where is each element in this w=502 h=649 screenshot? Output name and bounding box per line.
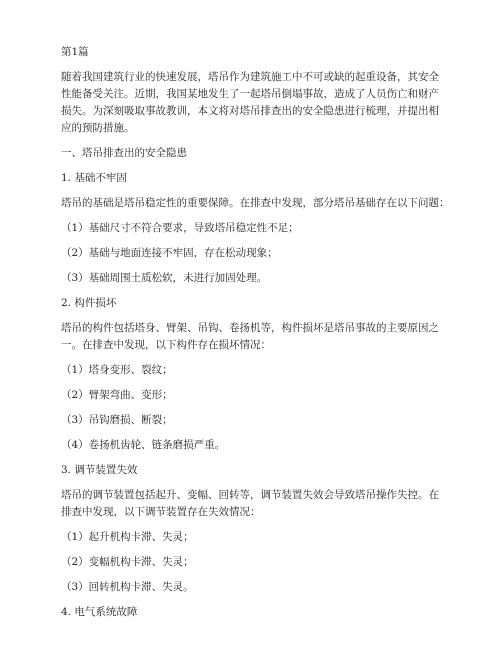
intro-paragraph [61, 70, 451, 136]
list-item: （1）起升机构卡滞、失灵； [61, 531, 194, 543]
intro-line: 应的预防措施。 [61, 122, 135, 134]
desc-line: 排查中发现，以下调节装置存在失效情况： [61, 506, 261, 518]
desc-line: 一。在排查中发现，以下构件存在损坏情况： [61, 339, 271, 351]
list-item: （3）回转机构卡滞、失灵。 [61, 581, 194, 593]
section-1-title: 1. 基础不牢固 [61, 172, 127, 184]
intro-line: 损失。为深刻吸取事故教训，本文将对塔吊排查出的安全隐患进行梳理，并提出相 [61, 105, 439, 117]
list-item: （4）卷扬机齿轮、链条磨损严重。 [61, 439, 226, 451]
main-heading: 一、塔吊排查出的安全隐患 [61, 147, 187, 159]
intro-line: 随着我国建筑行业的快速发展，塔吊作为建筑施工中不可或缺的起重设备，其安全 [61, 71, 439, 83]
section-2-title: 2. 构件损坏 [61, 297, 117, 309]
section-3-desc [61, 488, 451, 520]
section-2-desc [61, 321, 451, 353]
document-page [61, 45, 451, 620]
list-item: （3）基础周围土质松软，未进行加固处理。 [61, 272, 268, 284]
desc-line: 塔吊的构件包括塔身、臂架、吊钩、卷扬机等，构件损坏是塔吊事故的主要原因之 [61, 322, 439, 334]
list-item: （3）吊钩磨损、断裂； [61, 414, 173, 426]
list-item: （2）基础与地面连接不牢固，存在松动现象； [61, 247, 278, 259]
desc-line: 塔吊的调节装置包括起升、变幅、回转等，调节装置失效会导致塔吊操作失控。在 [61, 489, 439, 501]
section-label: 第1篇 [61, 46, 89, 58]
list-item: （1）基础尺寸不符合要求，导致塔吊稳定性不足； [61, 222, 299, 234]
list-item: （2）变幅机构卡滞、失灵； [61, 556, 194, 568]
section-1-desc: 塔吊的基础是塔吊稳定性的重要保障。在排查中发现，部分塔吊基础存在以下问题： [61, 197, 450, 209]
section-3-title: 3. 调节装置失效 [61, 464, 138, 476]
list-item: （2）臂架弯曲、变形； [61, 389, 173, 401]
section-4-title: 4. 电气系统故障 [61, 606, 138, 618]
intro-line: 性能备受关注。近期，我国某地发生了一起塔吊倒塌事故，造成了人员伤亡和财产 [61, 88, 439, 100]
list-item: （1）塔身变形、裂纹； [61, 364, 173, 376]
